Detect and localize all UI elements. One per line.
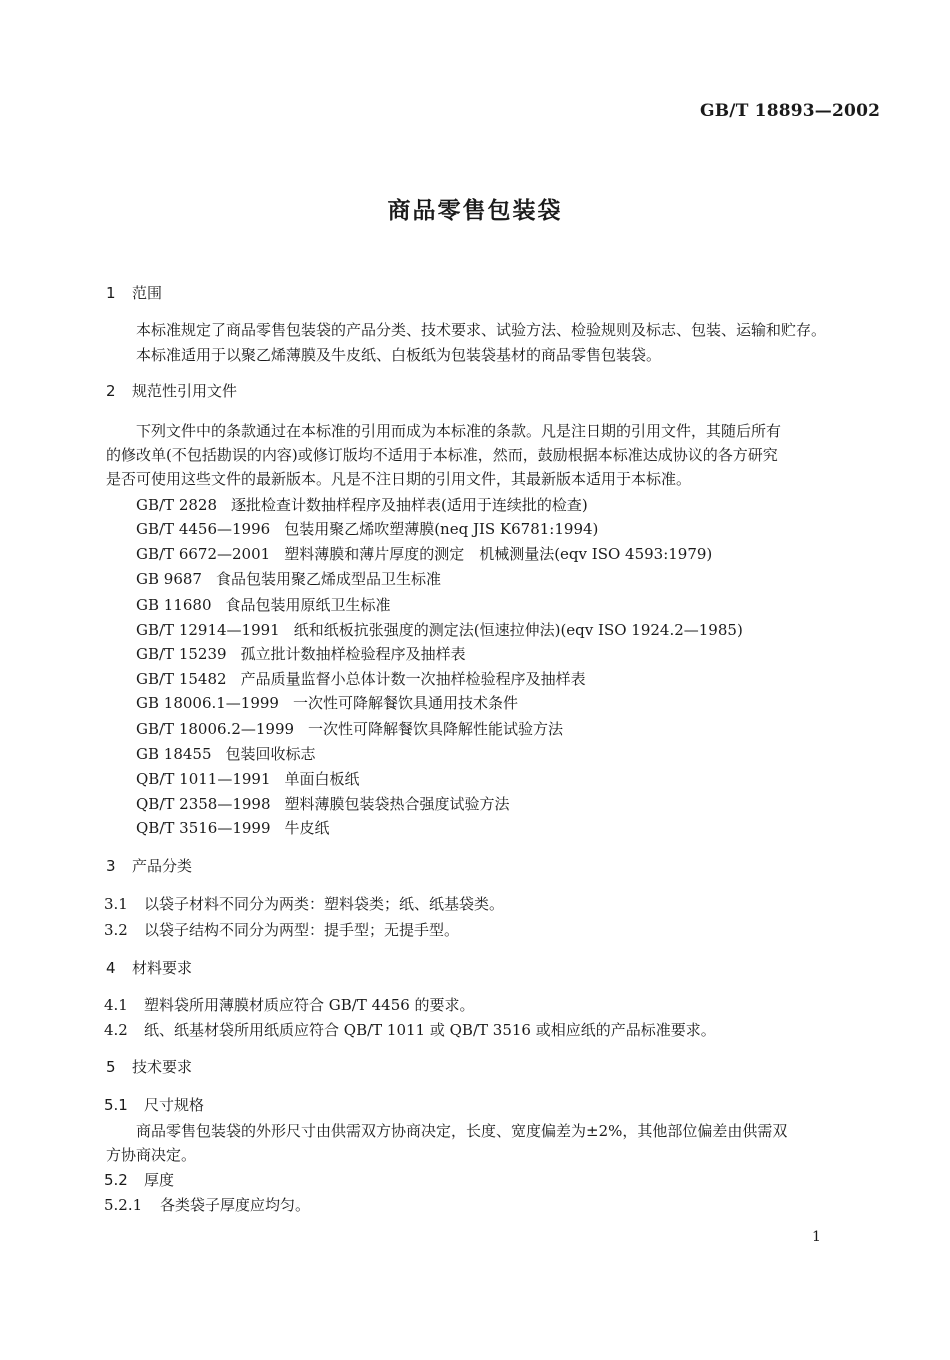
section-number: 5 (106, 1058, 116, 1076)
reference-item (136, 668, 586, 690)
clause-text: 塑料袋所用薄膜材质应符合 GB/T 4456 的要求。 (144, 996, 475, 1014)
reference-title: 一次性可降解餐饮具降解性能试验方法 (308, 720, 564, 738)
reference-item (136, 817, 330, 839)
reference-title: 牛皮纸 (284, 819, 330, 837)
reference-item (136, 768, 360, 790)
reference-code: QB/T 2358—1998 (136, 795, 271, 813)
reference-code: GB/T 2828 (136, 496, 218, 514)
reference-title: 一次性可降解餐饮具通用技术条件 (292, 694, 518, 712)
reference-title: 食品包装用聚乙烯成型品卫生标准 (215, 570, 441, 588)
paragraph: 本标准适用于以聚乙烯薄膜及牛皮纸、白板纸为包装袋基材的商品零售包装袋。 (136, 346, 662, 364)
clause (104, 893, 504, 915)
reference-title: 纸和纸板抗张强度的测定法(恒速拉伸法)(eqv ISO 1924.2—1985) (293, 621, 743, 639)
section-number: 2 (106, 382, 116, 400)
reference-item (136, 718, 563, 740)
paragraph: 本标准规定了商品零售包装袋的产品分类、技术要求、试验方法、检验规则及标志、包装、运输和贮存。 (136, 321, 827, 339)
reference-title: 食品包装用原纸卫生标准 (225, 596, 391, 614)
reference-code: GB/T 6672—2001 (136, 545, 271, 563)
reference-code: GB 18006.1—1999 (136, 694, 279, 712)
reference-title: 包装用聚乙烯吹塑薄膜(neq JIS K6781:1994) (284, 520, 599, 538)
reference-code: GB/T 15239 (136, 645, 227, 663)
paragraph-line: 是否可使用这些文件的最新版本。凡是不注日期的引用文件，其最新版本适用于本标准。 (106, 470, 692, 488)
reference-title: 孤立批计数抽样检验程序及抽样表 (240, 645, 466, 663)
paragraph-line: 的修改单(不包括勘误的内容)或修订版均不适用于本标准，然而，鼓励根据本标准达成协议的各方研究 (106, 446, 778, 464)
reference-code: QB/T 1011—1991 (136, 770, 271, 788)
clause (104, 1194, 310, 1216)
reference-code: GB 18455 (136, 745, 212, 763)
reference-title: 塑料薄膜包装袋热合强度试验方法 (284, 795, 510, 813)
reference-title: 产品质量监督小总体计数一次抽样检验程序及抽样表 (240, 670, 586, 688)
clause-number: 4.1 (104, 996, 128, 1014)
reference-code: GB/T 18006.2—1999 (136, 720, 295, 738)
reference-code: GB 11680 (136, 596, 212, 614)
paragraph-line: 商品零售包装袋的外形尺寸由供需双方协商决定，长度、宽度偏差为±2%，其他部位偏差由供需双 (136, 1122, 788, 1140)
section-number: 3 (106, 857, 116, 875)
section-title: 规范性引用文件 (132, 382, 238, 400)
section-title: 范围 (132, 284, 163, 302)
reference-code: GB/T 15482 (136, 670, 227, 688)
clause-number: 3.2 (104, 921, 128, 939)
reference-item (136, 619, 743, 641)
reference-title: 逐批检查计数抽样程序及抽样表(适用于连续批的检查) (231, 496, 588, 514)
reference-title: 塑料薄膜和薄片厚度的测定 机械测量法(eqv ISO 4593:1979) (284, 545, 713, 563)
reference-code: GB 9687 (136, 570, 202, 588)
clause (104, 919, 459, 941)
section-number: 1 (106, 284, 116, 302)
paragraph-line: 方协商决定。 (106, 1146, 197, 1164)
clause-number: 3.1 (104, 895, 128, 913)
clause-text: 以袋子结构不同分为两型：提手型；无提手型。 (144, 921, 460, 939)
clause-title: 厚度 (144, 1171, 175, 1189)
section-number: 4 (106, 959, 116, 977)
standard-code: GB/T 18893—2002 (700, 101, 881, 121)
clause-number: 4.2 (104, 1021, 128, 1039)
reference-item (136, 643, 466, 665)
reference-item (136, 692, 518, 714)
reference-title: 包装回收标志 (225, 745, 316, 763)
reference-code: GB/T 12914—1991 (136, 621, 280, 639)
clause-text: 以袋子材料不同分为两类：塑料袋类；纸、纸基袋类。 (144, 895, 505, 913)
reference-code: QB/T 3516—1999 (136, 819, 271, 837)
reference-title: 单面白板纸 (284, 770, 360, 788)
section-heading-5 (106, 1056, 192, 1078)
paragraph-line: 下列文件中的条款通过在本标准的引用而成为本标准的条款。凡是注日期的引用文件，其随后所有 (136, 422, 782, 440)
reference-item (136, 543, 712, 565)
reference-item (136, 568, 441, 590)
section-heading-3 (106, 855, 192, 877)
clause (104, 994, 475, 1016)
clause-title: 尺寸规格 (144, 1096, 205, 1114)
clause-number: 5.2.1 (104, 1196, 143, 1214)
reference-item (136, 518, 598, 540)
section-heading-4 (106, 957, 192, 979)
reference-item (136, 793, 510, 815)
section-title: 材料要求 (132, 959, 193, 977)
section-heading-1 (106, 282, 162, 304)
reference-code: GB/T 4456—1996 (136, 520, 271, 538)
clause-number: 5.2 (104, 1171, 128, 1189)
section-heading-2 (106, 380, 237, 402)
clause-heading (104, 1094, 204, 1116)
clause (104, 1019, 716, 1041)
clause-number: 5.1 (104, 1096, 128, 1114)
reference-item (136, 494, 588, 516)
page-title: 商品零售包装袋 (387, 198, 563, 224)
section-title: 技术要求 (132, 1058, 193, 1076)
clause-text: 纸、纸基材袋所用纸质应符合 QB/T 1011 或 QB/T 3516 或相应纸的产品标准要求。 (144, 1021, 716, 1039)
clause-heading (104, 1169, 174, 1191)
reference-item (136, 743, 316, 765)
reference-item (136, 594, 391, 616)
clause-text: 各类袋子厚度应均匀。 (160, 1196, 311, 1214)
section-title: 产品分类 (132, 857, 193, 875)
page-number: 1 (812, 1229, 821, 1245)
